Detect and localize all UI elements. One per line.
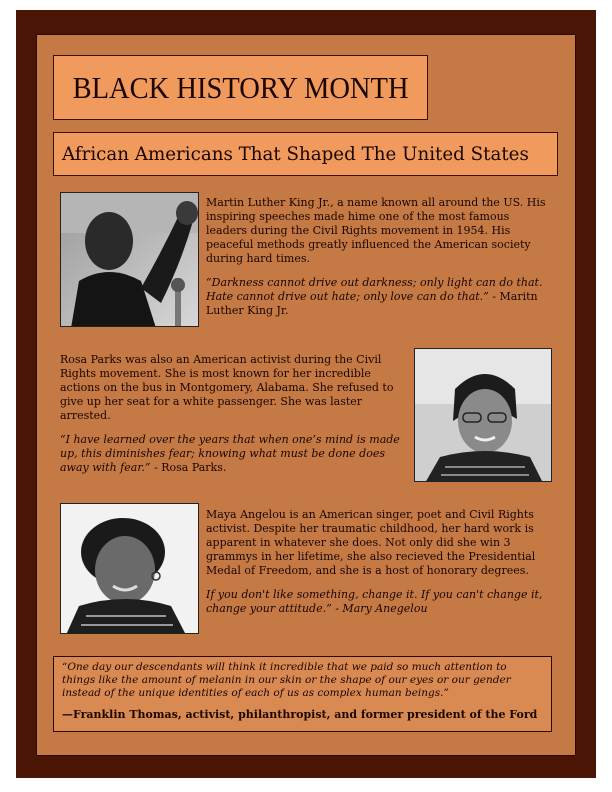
angelou-quote: If you don't like something, change it. If you can't change it, change your attitude.”: [206, 588, 543, 615]
mlk-quote: “Darkness cannot drive out darkness; only light can do that. Hate cannot drive out hate; only love can do that.”: [206, 276, 543, 303]
title-box: [53, 55, 428, 120]
footer-quote: “One day our descendants will think it incredible that we paid so much attention to things like the amount of melanin in our skin or the shape of our eyes or our gender instead of the unique identities of each of us as complex human beings.”: [62, 661, 511, 699]
footer-attribution: —Franklin Thomas, activist, philanthropist, and former president of the Ford: [62, 708, 538, 721]
parks-body: Rosa Parks was also an American activist during the Civil Rights movement. She is most known for her incredible actions on the bus in Montgomery, Alabama. She refused to give up her seat for a white passenger. She was laster arrested.: [60, 353, 394, 422]
mlk-body: Martin Luther King Jr., a name known all around the US. His inspiring speeches made hime one of the most famous leaders during the Civil Rights movement in 1954. His peaceful methods greatly influenced the American society during hard times.: [206, 196, 546, 265]
footer-quote-box: [53, 656, 552, 732]
mlk-quote-attr: - Maritn Luther King Jr.: [206, 290, 538, 317]
parks-quote-attr: - Rosa Parks.: [150, 461, 227, 474]
angelou-body: Maya Angelou is an American singer, poet and Civil Rights activist. Despite her traumatic childhood, her hard work is apparent in whatever she does. Not only did she win 3 grammys in her lifetime, she also recieved the Presidential Medal of Freedom, and she is a host of honorary degrees.: [206, 508, 536, 577]
page-subtitle: African Americans That Shaped The United States: [62, 143, 529, 165]
mlk-text: [206, 196, 551, 318]
page-title: BLACK HISTORY MONTH: [72, 69, 409, 105]
angelou-photo: [60, 503, 199, 634]
angelou-text: [206, 508, 551, 616]
parks-text: [60, 353, 405, 475]
angelou-quote-attr: - Mary Anegelou: [331, 602, 428, 615]
subtitle-box: [53, 132, 558, 176]
parks-photo: [414, 348, 552, 482]
mlk-photo: [60, 192, 199, 327]
parks-quote: “I have learned over the years that when one’s mind is made up, this diminishes fear; knowing what must be done does away with fear.”: [60, 433, 400, 474]
